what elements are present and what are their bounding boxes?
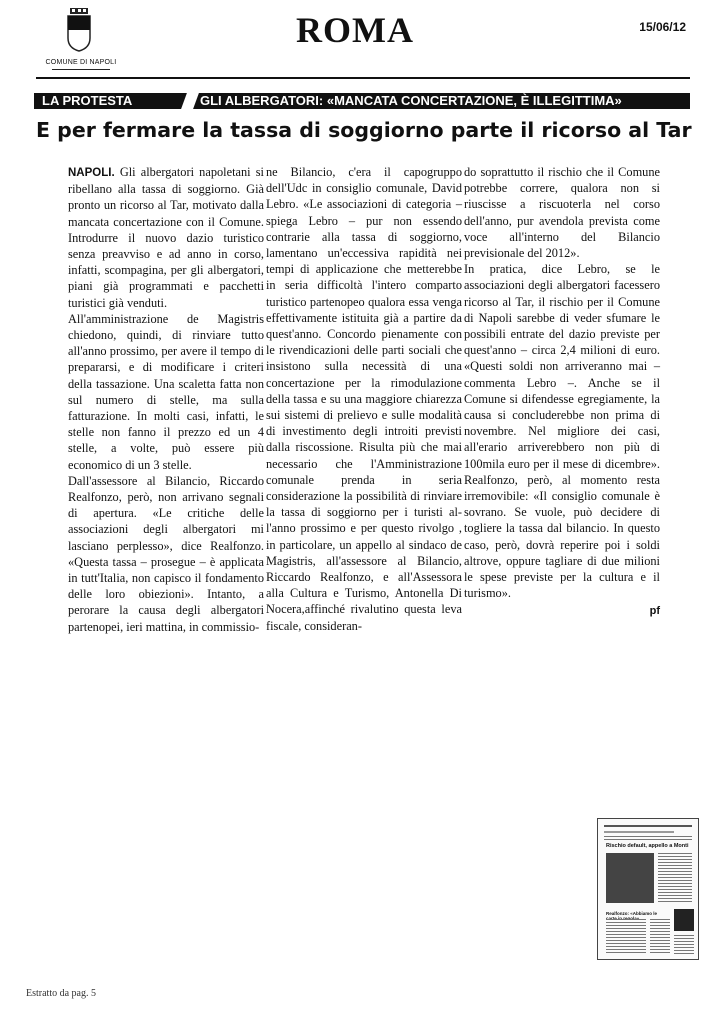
thumbnail-photo	[674, 909, 694, 931]
thumbnail-text-block	[658, 853, 692, 903]
dateline: NAPOLI.	[68, 167, 115, 179]
thumbnail-subheadline: Realfonzo: «Abbiamo le	[606, 911, 658, 916]
thumbnail-rule	[604, 831, 674, 833]
article-column-1	[68, 164, 264, 635]
paragraph: ne Bilancio, c'era il capogruppo dell'Udc in consiglio comunale, David Lebro. «Le associazioni di categoria – spiega Lebro – pur non essendo contrarie alla tassa di soggiorno, lamentano un'eccessiva rapidità nei tempi di applicazione che metterebbe in seria difficoltà l'intero comparto turistico partenopeo qualora essa venga effettivamente istituita già a partire da quest'anno. Concordo pienamente con le rivendicazioni delle parti sociali che insistono sulla necessità di una concertazione per la rimodulazione della tassa e su una maggiore chiarezza sui sistemi di prelievo e sulle modalità di investimento degli introiti previsti dalla riscossione. Risulta più che mai necessario che l'Amministrazione comunale prenda in seria considerazione la possibilità di rinviare la tassa di soggiorno per i turisti al-l'anno prossimo e per questo rivolgo , in particolare, un appello al sindaco de Magistris, all'assessore al Bilancio, Riccardo Realfonzo, e all'Assessora alla Cultura e Turismo, Antonella Di Nocera,affinché rivalutino questa leva fiscale, consideran-	[266, 165, 462, 633]
section-banner	[34, 93, 690, 109]
page-extract-note: Estratto da pag. 5	[26, 988, 96, 999]
author-signature: pf	[649, 605, 660, 618]
logo-underline	[52, 69, 110, 70]
thumbnail-text-block	[650, 919, 670, 955]
paragraph	[68, 164, 264, 311]
coat-of-arms-icon	[66, 8, 92, 52]
thumbnail-rule	[604, 825, 692, 827]
city-logo-label: COMUNE DI NAPOLI	[45, 59, 117, 66]
kicker-text: GLI ALBERGATORI: «MANCATA CONCERTAZIONE, È ILLEGITTIMA»	[200, 93, 622, 108]
rubric-label: LA PROTESTA	[42, 93, 133, 108]
thumbnail-headline: Rischio default, appello a Monti	[606, 843, 689, 849]
publication-date: 15/06/12	[639, 20, 686, 34]
thumbnail-photo	[606, 853, 654, 903]
paragraph: All'amministrazione de Magistris chiedono, quindi, di rinviare tutto all'anno prossimo, per avere il tempo di prepararsi, e di modificare i criteri della tassazione. Una scaletta fatta non sul numero di stelle, ma sulla fatturazione. In molti casi, infatti, le stelle non fanno il prezzo ed un 4 stelle, a volte, può essere più economico di un 3 stelle.	[68, 311, 264, 472]
article-column-2	[266, 164, 462, 634]
header-divider	[36, 77, 690, 79]
newspaper-masthead: ROMA	[296, 10, 414, 50]
city-logo	[44, 6, 118, 72]
thumbnail-text-block	[604, 836, 692, 842]
page-thumbnail[interactable]	[597, 818, 699, 960]
banner-separator	[181, 93, 199, 109]
paragraph: do soprattutto il rischio che il Comune potrebbe correre, qualora non si riuscisse a riscuoterla nel corso dell'anno, pur avendola prevista come voce all'interno del Bilancio previsionale del 2012».	[464, 165, 660, 261]
thumbnail-text-block	[606, 919, 646, 955]
paragraph-text: Gli albergatori napoletani si ribellano alla tassa di soggiorno. Già pronto un ricorso al Tar, motivato dalla mancata concertazione con il Comune. Introdurre il nuovo dazio turistico senza preavviso e ad anno in corso, infatti, scompagina, per gli albergatori, piani già programmati e pacchetti turistici già venduti.	[68, 165, 264, 310]
article-column-3	[464, 164, 660, 620]
paragraph: Dall'assessore al Bilancio, Riccardo Realfonzo, però, non arrivano segnali di apertura. «Le critiche delle associazioni degli albergatori mi lasciano perplesso», dice Realfonzo. «Questa tassa – prosegue – è applicata in tutt'Italia, non capisco il fondamento delle loro obiezioni». Intanto, a perorare la causa degli albergatori partenopei, ieri mattina, in commissio-	[68, 473, 264, 634]
paragraph: In pratica, dice Lebro, se le associazioni degli albergatori facessero ricorso al Tar, il rischio per il Comune di Napoli sarebbe di veder sfumare le possibili entrate del dazio previste per quest'anno – circa 2,4 milioni di euro. «Questi soldi non arriveranno mai – commenta Lebro –. Anche se il Comune si difendesse egregiamente, la causa si concluderebbe non prima di novembre. Nel migliore dei casi, all'erario arriverebbero non più di 100mila euro per il mese di dicembre». Realfonzo, però, al momento resta irremovibile: «Il consiglio comunale è sovrano. Se vuole, può decidere di togliere la tassa dal bilancio. In questo caso, però, dovrà reperire poi i soldi altrove, oppure tagliare di due milioni le spese previste per la cultura e il turismo».	[464, 262, 660, 601]
article-headline: E per fermare la tassa di soggiorno parte il ricorso al Tar	[36, 118, 692, 142]
thumbnail-text-block	[674, 935, 694, 955]
